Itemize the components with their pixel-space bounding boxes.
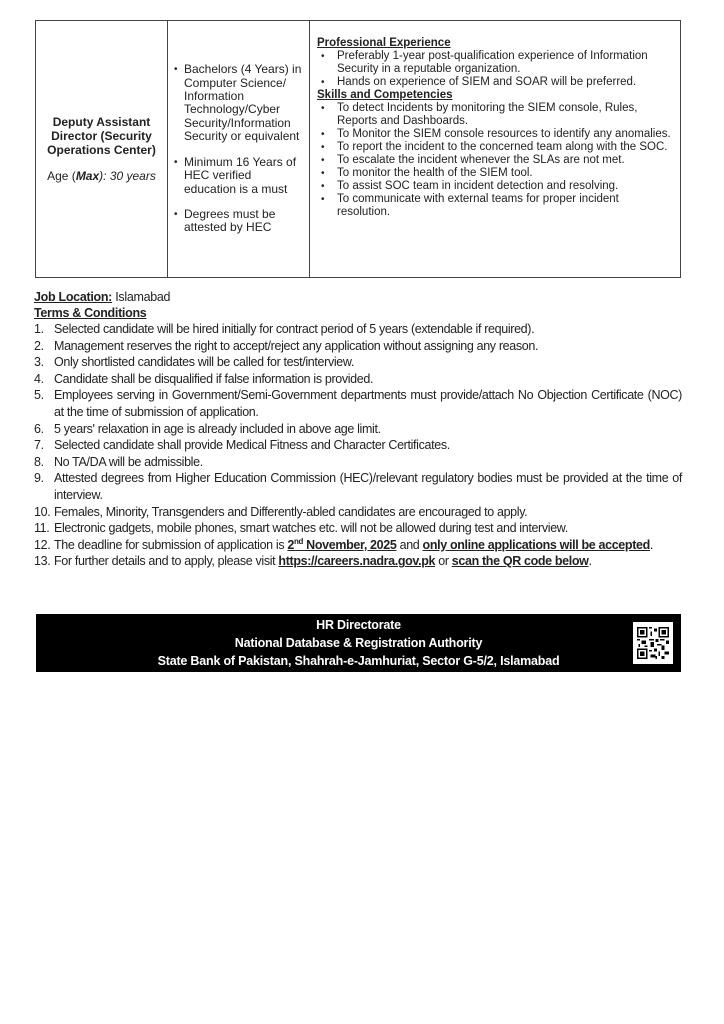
term-number: 2. — [34, 338, 44, 353]
term-item — [34, 321, 682, 338]
term-item — [34, 354, 682, 371]
experience-text: Hands on experience of SIEM and SOAR will be preferred. — [337, 76, 637, 88]
footer-directorate: HR Directorate — [316, 618, 401, 632]
footer-address: State Bank of Pakistan, Shahrah-e-Jamhuriat, Sector G-5/2, Islamabad — [157, 654, 560, 668]
bullet-icon: • — [321, 103, 325, 114]
term-text: Management reserves the right to accept/reject any application without assigning any reason. — [54, 338, 539, 353]
professional-experience-heading: Professional Experience — [317, 37, 451, 49]
term-text: Only shortlisted candidates will be called for test/interview. — [54, 355, 354, 370]
term-item-deadline — [34, 537, 682, 554]
skill-item — [317, 167, 674, 180]
deadline-month-year: November, 2025 — [303, 537, 397, 552]
bullet-icon: • — [321, 168, 325, 179]
skill-text: To assist SOC team in incident detection and resolving. — [337, 180, 619, 192]
term-number: 3. — [34, 355, 44, 370]
online-only-notice: only online applications will be accepted — [422, 537, 650, 552]
deadline-end: . — [649, 537, 654, 552]
apply-prefix: For further details and to apply, please visit — [54, 554, 279, 569]
qualification-text: Degrees must be attested by HEC — [184, 206, 276, 235]
age-suffix: ): 30 years — [99, 169, 156, 183]
apply-end: . — [588, 554, 592, 569]
term-number: 8. — [34, 454, 44, 469]
skill-text: To detect Incidents by monitoring the SIEM console, Rules, Reports and Dashboards. — [337, 102, 638, 127]
term-text: Employees serving in Government/Semi-Government departments must provide/attach No Objection Certificate (NOC) at the time of submission of application. — [54, 388, 682, 419]
term-text: Electronic gadgets, mobile phones, smart watches etc. will not be allowed during test and interview. — [54, 521, 568, 536]
term-number: 5. — [34, 388, 44, 403]
post-title: Deputy Assistant Director (Security Operations Center) — [47, 115, 156, 157]
terms-section — [34, 289, 682, 570]
post-cell — [36, 21, 168, 277]
qualification-item — [174, 208, 305, 235]
term-text: Selected candidate shall provide Medical Fitness and Character Certificates. — [54, 438, 450, 453]
bullet-icon: • — [321, 194, 325, 205]
term-text — [54, 537, 682, 554]
age-prefix: Age ( — [47, 169, 76, 183]
term-item — [34, 520, 682, 537]
footer-authority: National Database & Registration Authority — [234, 636, 483, 650]
skill-item — [317, 128, 674, 141]
term-text: 5 years' relaxation in age is already included in above age limit. — [54, 421, 381, 436]
term-item — [34, 371, 682, 388]
footer-banner — [36, 614, 681, 672]
skill-text: To report the incident to the concerned team along with the SOC. — [337, 141, 668, 153]
term-number: 10. — [34, 504, 51, 519]
skill-text: To escalate the incident whenever the SLAs are not met. — [337, 154, 625, 166]
skill-item — [317, 180, 674, 193]
job-location-value: Islamabad — [115, 290, 171, 304]
term-number: 6. — [34, 421, 44, 436]
bullet-icon: • — [321, 51, 325, 62]
term-number: 1. — [34, 322, 44, 336]
bullet-icon: • — [321, 129, 325, 140]
job-location-label: Job Location: — [34, 290, 113, 304]
term-item — [34, 387, 682, 420]
term-number: 12. — [34, 537, 51, 552]
experience-text: Preferably 1-year post-qualification experience of Information Security in a reputable organization. — [337, 50, 648, 75]
skill-text: To communicate with external teams for proper incident resolution. — [337, 193, 619, 218]
term-text: Candidate shall be disqualified if false information is provided. — [54, 371, 374, 386]
term-item-apply — [34, 553, 682, 570]
term-text: Selected candidate will be hired initially for contract period of 5 years (extendable if required). — [54, 322, 535, 336]
skill-item — [317, 102, 674, 128]
term-number: 4. — [34, 371, 44, 386]
qualification-item — [174, 156, 305, 196]
bullet-icon: • — [174, 64, 178, 76]
experience-item — [317, 50, 674, 76]
bullet-icon: • — [321, 155, 325, 166]
skill-text: To monitor the health of the SIEM tool. — [337, 167, 533, 179]
qualification-cell — [168, 21, 310, 277]
scan-qr-text: scan the QR code below — [451, 554, 589, 569]
job-table — [35, 20, 681, 278]
deadline-middle: and — [396, 537, 423, 552]
term-number: 7. — [34, 438, 44, 453]
bullet-icon: • — [174, 156, 178, 168]
term-item — [34, 454, 682, 471]
term-number: 11. — [34, 521, 50, 536]
terms-heading: Terms & Conditions — [34, 306, 147, 320]
age-max-label: Max — [75, 169, 100, 183]
job-location — [34, 289, 682, 305]
qualification-text: Bachelors (4 Years) in Computer Science/ Information Technology/Cyber Security/Information Security or equivalent — [184, 62, 302, 144]
skill-text: To Monitor the SIEM console resources to identify any anomalies. — [337, 128, 671, 140]
qualification-item — [174, 63, 305, 143]
deadline-date — [287, 538, 396, 552]
experience-item — [317, 76, 674, 89]
careers-link[interactable]: https://careers.nadra.gov.pk — [278, 554, 436, 569]
term-text: No TA/DA will be admissible. — [54, 454, 203, 469]
qualification-text: Minimum 16 Years of HEC verified education is a must — [184, 154, 297, 196]
deadline-day-suffix: nd — [293, 536, 304, 546]
experience-cell — [310, 21, 680, 277]
deadline-day: 2 — [287, 537, 294, 552]
bullet-icon: • — [321, 142, 325, 153]
term-item — [34, 421, 682, 438]
term-text — [54, 553, 682, 570]
term-number: 13. — [34, 554, 51, 569]
term-item — [34, 470, 682, 503]
skill-item — [317, 154, 674, 167]
term-item — [34, 338, 682, 355]
deadline-prefix: The deadline for submission of application is — [54, 537, 288, 552]
skill-item — [317, 193, 674, 219]
term-text: Attested degrees from Higher Education Commission (HEC)/relevant regulatory bodies must be provided at the time of interview. — [54, 471, 682, 502]
term-item — [34, 437, 682, 454]
term-item — [34, 504, 682, 521]
bullet-icon: • — [321, 181, 325, 192]
age-limit — [47, 169, 156, 183]
term-text: Females, Minority, Transgenders and Differently-abled candidates are encouraged to apply. — [54, 504, 528, 519]
qr-code-graphic — [637, 627, 669, 659]
bullet-icon: • — [174, 208, 178, 220]
term-number: 9. — [34, 471, 44, 486]
bullet-icon: • — [321, 77, 325, 88]
qr-code-icon[interactable] — [633, 622, 673, 664]
skill-item — [317, 141, 674, 154]
skills-heading: Skills and Competencies — [317, 89, 453, 101]
apply-middle: or — [435, 554, 452, 569]
